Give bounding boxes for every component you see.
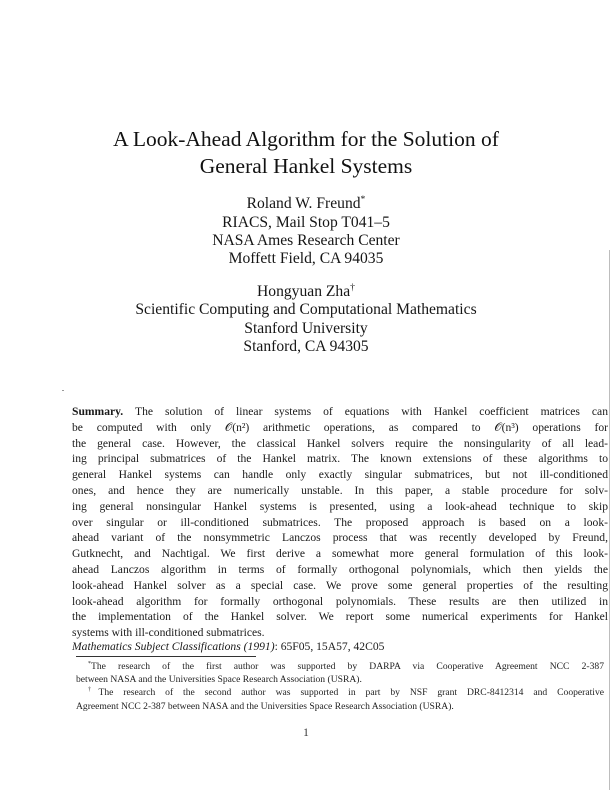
author-1-affiliation-line-1: RIACS, Mail Stop T041–5: [222, 214, 390, 231]
summary-paragraph: [72, 404, 608, 641]
footnote-2-line-2: Agreement NCC 2-387 between NASA and the Universities Space Research Association (USRA).: [76, 700, 454, 712]
summary-label: Summary.: [72, 405, 124, 418]
summary-line: the general case. However, the classical Hankel solvers require the nonsingularity of all lead-: [72, 436, 608, 450]
footnote-1-line-1: *The research of the first author was supported by DARPA via Cooperative Agreement NCC 2-387: [88, 660, 604, 672]
summary-line: ones, and hence they are numerically unstable. In this paper, a stable procedure for solv-: [72, 483, 608, 497]
paper-title-line-1: A Look-Ahead Algorithm for the Solution of: [113, 127, 499, 151]
msc-label: Mathematics Subject Classifications: [72, 640, 241, 653]
summary-line: systems with ill-conditioned submatrices.: [72, 626, 265, 640]
footnote-2-line-1: †The research of the second author was supported in part by NSF grant DRC-8412314 and Cooperative: [88, 687, 605, 699]
summary-line: ahead Lanczos algorithm in terms of formally orthogonal polynomials, which then yields the: [72, 562, 608, 576]
author-1-footnote-mark: *: [360, 193, 366, 205]
author-2-affiliation-line-3: Stanford, CA 94305: [243, 338, 369, 355]
summary-line: Gutknecht, and Nachtigal. We first derive a somewhat more general formulation of this look-: [72, 547, 608, 561]
footnote-1-line-2: between NASA and the Universities Space Research Association (USRA).: [76, 674, 362, 686]
author-2-name: Hongyuan Zha†: [257, 281, 355, 300]
summary-line: ing general nonsingular Hankel systems is presented, using a look-ahead technique to skip: [72, 499, 608, 513]
paper-title-line-2: General Hankel Systems: [199, 154, 413, 178]
summary-line: be computed with only 𝒪(n²) arithmetic operations, as compared to 𝒪(n³) operations for: [72, 420, 608, 434]
author-1-affiliation-line-3: Moffett Field, CA 94035: [228, 250, 384, 267]
footnote-1-mark: *: [88, 660, 91, 667]
author-1-name: Roland W. Freund*: [246, 193, 366, 212]
author-1-affiliation-line-2: NASA Ames Research Center: [212, 232, 400, 249]
summary-line: the implementation of the Hankel solver. We report some numerical experiments for Hankel: [72, 610, 608, 624]
author-2-affiliation-line-2: Stanford University: [244, 320, 368, 337]
summary-line: general Hankel systems can handle only exactly singular submatrices, but not ill-conditioned: [72, 468, 608, 482]
page-number: 1: [303, 727, 309, 739]
summary-line: ing principal submatrices of the Hankel matrix. The known extensions of these algorithms to: [72, 452, 608, 466]
author-2-footnote-mark: †: [350, 281, 355, 293]
summary-line: ahead variant of the nonsymmetric Lanczos process that was recently developed by Freund,: [72, 531, 608, 545]
summary-line: Summary. The solution of linear systems of equations with Hankel coefficient matrices can: [72, 405, 608, 418]
summary-line: look-ahead Hankel solver as a special case. We prove some general properties of the resulting: [72, 578, 608, 592]
scan-speck: [62, 390, 64, 391]
msc-year: (1991): [243, 640, 275, 653]
footnote-2-mark: †: [88, 687, 99, 694]
summary-line: look-ahead algorithm for formally orthogonal polynomials. These results are then utilized in: [72, 594, 608, 608]
author-2-affiliation-line-1: Scientific Computing and Computational Mathematics: [135, 301, 477, 318]
subject-classifications: [72, 639, 608, 654]
summary-line: over singular or ill-conditioned submatrices. The proposed approach is based on a look-: [72, 515, 608, 529]
footnotes: [76, 660, 604, 713]
footnote-rule: [76, 656, 256, 657]
msc-codes: : 65F05, 15A57, 42C05: [274, 640, 385, 653]
